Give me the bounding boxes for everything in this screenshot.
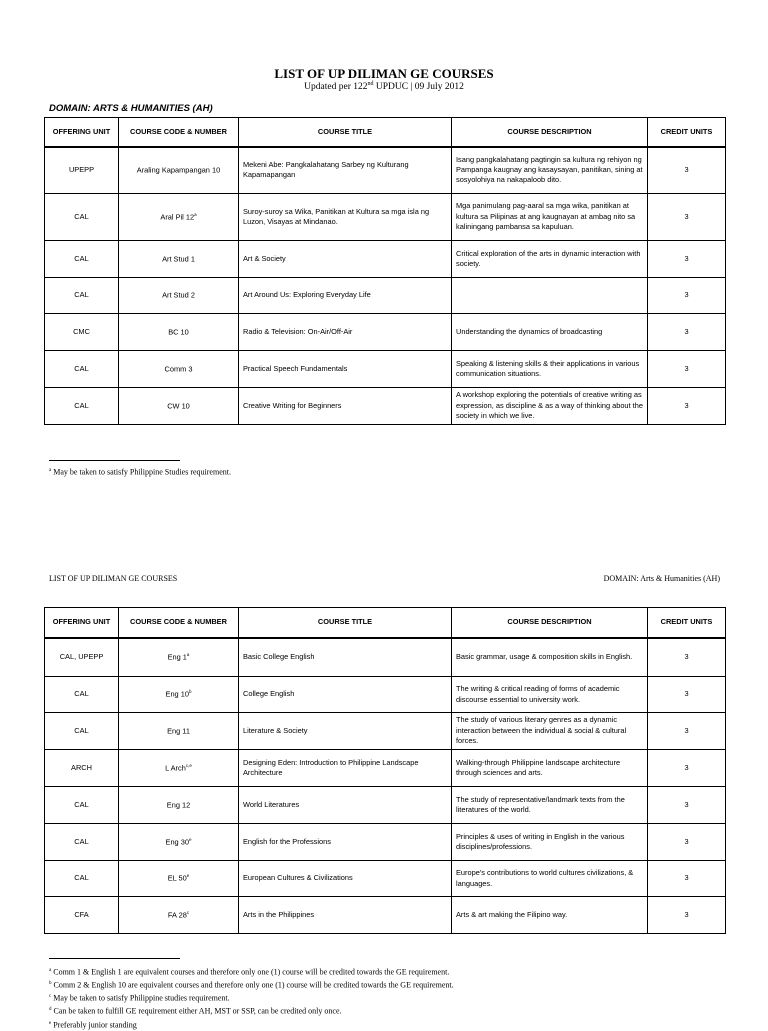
course-description-cell: Isang pangkalahatang pagtingin sa kultura ng rehiyon ng Pampanga kaugnay ang kasaysayan, panitikan, sining at sosyolohiya na nakapaloob dito. xyxy=(452,147,648,194)
course-title-cell: Mekeni Abe: Pangkalahatang Sarbey ng Kulturang Kapamapangan xyxy=(239,147,452,194)
credit-units-cell: 3 xyxy=(648,314,726,351)
footnote-divider xyxy=(49,958,180,959)
course-code-footnote-mark: c,e xyxy=(185,762,192,768)
course-code: Eng 30 xyxy=(165,837,189,847)
offering-unit-cell: CAL xyxy=(45,787,119,824)
course-code-footnote-mark: b xyxy=(188,689,192,695)
course-code: Art Stud 1 xyxy=(162,254,195,264)
course-title-cell: Suroy-suroy sa Wika, Panitikan at Kultura sa mga isla ng Luzon, Visayas at Mindanao. xyxy=(239,194,452,241)
col-header-course-code: COURSE CODE & NUMBER xyxy=(119,118,239,147)
footnote-mark: c xyxy=(49,994,52,1000)
credit-units-cell: 3 xyxy=(648,147,726,194)
col-header-offering-unit: OFFERING UNIT xyxy=(45,118,119,147)
footnote-text: Preferably junior standing xyxy=(51,1020,137,1030)
course-code-cell xyxy=(119,787,239,824)
course-code-cell xyxy=(119,194,239,241)
subtitle-ordinal: nd xyxy=(367,81,374,87)
course-title-cell: Basic College English xyxy=(239,638,452,677)
offering-unit-cell: CAL xyxy=(45,278,119,314)
table-row xyxy=(45,677,726,713)
offering-unit-cell: CAL xyxy=(45,824,119,861)
footnotes-page-1 xyxy=(49,465,231,478)
table-row xyxy=(45,194,726,241)
offering-unit-cell: UPEPP xyxy=(45,147,119,194)
course-code-cell xyxy=(119,241,239,278)
footnotes-page-2 xyxy=(49,965,454,1031)
course-title-cell: Radio & Television: On-Air/Off-Air xyxy=(239,314,452,351)
table-row xyxy=(45,861,726,897)
course-title-cell: English for the Professions xyxy=(239,824,452,861)
credit-units-cell: 3 xyxy=(648,241,726,278)
offering-unit-cell: CAL xyxy=(45,388,119,425)
footnote-divider xyxy=(49,460,180,461)
footnote xyxy=(49,1004,454,1017)
credit-units-cell: 3 xyxy=(648,638,726,677)
credit-units-cell: 3 xyxy=(648,750,726,787)
table-row xyxy=(45,897,726,934)
course-description-cell: Walking-through Philippine landscape architecture through sciences and arts. xyxy=(452,750,648,787)
credit-units-cell: 3 xyxy=(648,897,726,934)
page-title: LIST OF UP DILIMAN GE COURSES xyxy=(274,66,494,81)
course-code-cell xyxy=(119,388,239,425)
course-description-cell xyxy=(452,278,648,314)
subtitle-prefix: Updated per 122 xyxy=(304,82,368,93)
table-header-row xyxy=(45,118,726,147)
course-title-cell: World Literatures xyxy=(239,787,452,824)
course-code-cell xyxy=(119,897,239,934)
footnote-text: May be taken to satisfy Philippine Studies requirement. xyxy=(51,467,231,477)
footnote xyxy=(49,1018,454,1031)
offering-unit-cell: CAL xyxy=(45,351,119,388)
col-header-course-title: COURSE TITLE xyxy=(239,608,452,638)
course-code-footnote-mark: e xyxy=(188,836,192,842)
course-code: FA 28 xyxy=(167,910,187,920)
offering-unit-cell: CAL xyxy=(45,861,119,897)
course-description-cell: A workshop exploring the potentials of creative writing as expression, as discipline & as a way of thinking about the society in which we live. xyxy=(452,388,648,425)
course-code-cell xyxy=(119,861,239,897)
footnote-mark: e xyxy=(49,1020,52,1026)
credit-units-cell: 3 xyxy=(648,713,726,750)
credit-units-cell: 3 xyxy=(648,278,726,314)
course-code-cell xyxy=(119,713,239,750)
offering-unit-cell: CMC xyxy=(45,314,119,351)
footnote-mark: a xyxy=(49,468,52,473)
col-header-course-description: COURSE DESCRIPTION xyxy=(452,608,648,638)
course-title-cell: Creative Writing for Beginners xyxy=(239,388,452,425)
course-description-cell: Speaking & listening skills & their applications in various communication situations. xyxy=(452,351,648,388)
table-row xyxy=(45,278,726,314)
table-row xyxy=(45,241,726,278)
footnote xyxy=(49,965,454,978)
courses-table-1 xyxy=(44,117,726,425)
credit-units-cell: 3 xyxy=(648,194,726,241)
course-code: Comm 3 xyxy=(164,364,193,374)
course-code-cell xyxy=(119,677,239,713)
domain-heading: DOMAIN: ARTS & HUMANITIES (AH) xyxy=(49,103,213,114)
col-header-offering-unit: OFFERING UNIT xyxy=(45,608,119,638)
table-row xyxy=(45,713,726,750)
offering-unit-cell: CAL xyxy=(45,677,119,713)
course-title-cell: Practical Speech Fundamentals xyxy=(239,351,452,388)
course-title-cell: Literature & Society xyxy=(239,713,452,750)
course-code-cell xyxy=(119,314,239,351)
table-row xyxy=(45,388,726,425)
col-header-credit-units: CREDIT UNITS xyxy=(648,118,726,147)
col-header-course-title: COURSE TITLE xyxy=(239,118,452,147)
course-code: CW 10 xyxy=(167,401,190,411)
course-code: L Arch xyxy=(165,763,186,773)
course-code-footnote-mark: a xyxy=(194,211,197,217)
course-code: Eng 11 xyxy=(167,726,190,736)
course-code-cell xyxy=(119,638,239,677)
offering-unit-cell: CAL xyxy=(45,241,119,278)
footnote xyxy=(49,991,454,1004)
table-row xyxy=(45,351,726,388)
footnote xyxy=(49,465,231,478)
course-description-cell: The study of representative/landmark texts from the literatures of the world. xyxy=(452,787,648,824)
course-code: EL 50 xyxy=(167,873,187,883)
course-code-cell xyxy=(119,278,239,314)
table-row xyxy=(45,147,726,194)
footnote-text: May be taken to satisfy Philippine studies requirement. xyxy=(51,993,230,1003)
course-code: Araling Kapampangan 10 xyxy=(136,165,221,175)
course-code-cell xyxy=(119,147,239,194)
running-header-domain: DOMAIN: Arts & Humanities (AH) xyxy=(603,574,720,583)
course-description-cell: Mga panimulang pag-aaral sa mga wika, panitikan at kultura sa Pilipinas at ang kaugnayan at ambag nito sa kaliningang pambansa sa kapuluan. xyxy=(452,194,648,241)
course-description-cell: Critical exploration of the arts in dynamic interaction with society. xyxy=(452,241,648,278)
col-header-course-code: COURSE CODE & NUMBER xyxy=(119,608,239,638)
footnote-text: Can be taken to fulfill GE requirement either AH, MST or SSP, can be credited only once. xyxy=(51,1007,342,1017)
offering-unit-cell: CAL xyxy=(45,194,119,241)
course-title-cell: Art Around Us: Exploring Everyday Life xyxy=(239,278,452,314)
course-code-cell xyxy=(119,750,239,787)
table-row xyxy=(45,787,726,824)
course-description-cell: Principles & uses of writing in English in the various disciplines/professions. xyxy=(452,824,648,861)
offering-unit-cell: CAL, UPEPP xyxy=(45,638,119,677)
offering-unit-cell: CFA xyxy=(45,897,119,934)
course-code-footnote-mark: a xyxy=(186,651,190,657)
credit-units-cell: 3 xyxy=(648,388,726,425)
course-code: BC 10 xyxy=(168,327,189,337)
footnote-mark: d xyxy=(49,1007,52,1013)
table-row xyxy=(45,638,726,677)
course-title-cell: College English xyxy=(239,677,452,713)
course-description-cell: The study of various literary genres as a dynamic interaction between the individual & social & cultural forces. xyxy=(452,713,648,750)
footnote-mark: a xyxy=(49,968,52,973)
course-description-cell: Arts & art making the Filipino way. xyxy=(452,897,648,934)
course-title-cell: Arts in the Philippines xyxy=(239,897,452,934)
footnote-text: Comm 1 & English 1 are equivalent courses and therefore only one (1) course will be credited towards the GE requirement. xyxy=(51,967,450,977)
table-row xyxy=(45,750,726,787)
courses-table-2 xyxy=(44,607,726,934)
table-row xyxy=(45,824,726,861)
col-header-credit-units: CREDIT UNITS xyxy=(648,608,726,638)
course-code: Eng 12 xyxy=(166,800,191,810)
course-code-cell xyxy=(119,824,239,861)
footnote-mark: b xyxy=(49,981,52,987)
credit-units-cell: 3 xyxy=(648,677,726,713)
col-header-course-description: COURSE DESCRIPTION xyxy=(452,118,648,147)
footnote-text: Comm 2 & English 10 are equivalent courses and therefore only one (1) course will be credited towards the GE requirement. xyxy=(51,980,454,990)
course-title-cell: European Cultures & Civilizations xyxy=(239,861,452,897)
table-header-row xyxy=(45,608,726,638)
course-code: Eng 10 xyxy=(165,689,189,699)
credit-units-cell: 3 xyxy=(648,824,726,861)
table-row xyxy=(45,314,726,351)
course-description-cell: The writing & critical reading of forms of academic discourse essential to university work. xyxy=(452,677,648,713)
course-code: Eng 1 xyxy=(167,652,187,662)
course-code: Art Stud 2 xyxy=(162,290,195,300)
offering-unit-cell: ARCH xyxy=(45,750,119,787)
subtitle-suffix: UPDUC | 09 July 2012 xyxy=(373,82,464,93)
course-description-cell: Basic grammar, usage & composition skills in English. xyxy=(452,638,648,677)
course-title-cell: Art & Society xyxy=(239,241,452,278)
course-code-cell xyxy=(119,351,239,388)
course-description-cell: Understanding the dynamics of broadcasting xyxy=(452,314,648,351)
course-code-footnote-mark: c xyxy=(186,909,190,915)
page-subtitle xyxy=(0,81,768,92)
footnote xyxy=(49,978,454,991)
course-code-footnote-mark: e xyxy=(186,873,190,879)
credit-units-cell: 3 xyxy=(648,787,726,824)
offering-unit-cell: CAL xyxy=(45,713,119,750)
credit-units-cell: 3 xyxy=(648,351,726,388)
course-title-cell: Designing Eden: Introduction to Philippine Landscape Architecture xyxy=(239,750,452,787)
running-header-title: LIST OF UP DILIMAN GE COURSES xyxy=(49,574,178,583)
course-code: Aral Pil 12 xyxy=(160,212,195,222)
credit-units-cell: 3 xyxy=(648,861,726,897)
course-description-cell: Europe's contributions to world cultures civilizations, & languages. xyxy=(452,861,648,897)
